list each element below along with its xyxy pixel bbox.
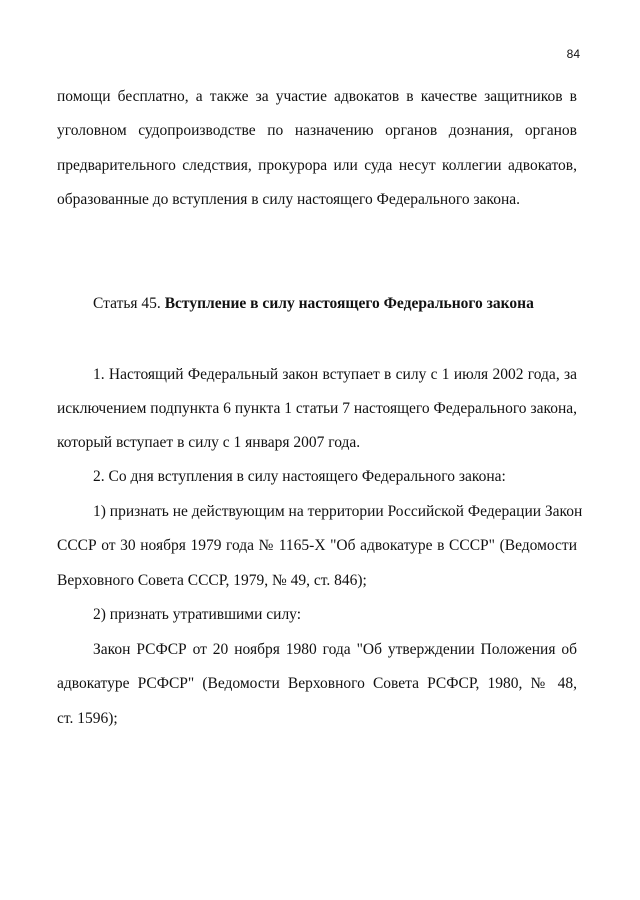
text-line: СССР от 30 ноября 1979 года № 1165-Х "Об адвокатуре в СССР" (Ведомости	[57, 537, 577, 554]
text-line: 1. Настоящий Федеральный закон вступает в силу с 1 июля 2002 года, за	[93, 366, 577, 383]
article-heading	[93, 295, 534, 313]
text-line: который вступает в силу с 1 января 2007 года.	[57, 434, 361, 451]
page-number: 84	[566, 47, 580, 61]
text-line: 1) признать не действующим на территории Российской Федерации Закон	[93, 503, 583, 520]
text-line: Верховного Совета СССР, 1979, № 49, ст. 846);	[57, 572, 367, 589]
article-number: Статья 45.	[93, 295, 165, 312]
text-line: исключением подпункта 6 пункта 1 статьи 7 настоящего Федерального закона,	[57, 400, 577, 417]
text-line: адвокатуре РСФСР" (Ведомости Верховного Совета РСФСР, 1980, № 48,	[57, 675, 577, 692]
text-line: предварительного следствия, прокурора или суда несут коллегии адвокатов,	[57, 157, 577, 174]
text-line: 2. Со дня вступления в силу настоящего Федерального закона:	[93, 468, 506, 485]
text-line: Закон РСФСР от 20 ноября 1980 года "Об утверждении Положения об	[93, 641, 577, 658]
text-line: ст. 1596);	[57, 710, 118, 727]
text-line: помощи бесплатно, а также за участие адвокатов в качестве защитников в	[57, 88, 577, 105]
article-title: Вступление в силу настоящего Федерального закона	[164, 295, 534, 312]
text-line: образованные до вступления в силу настоящего Федерального закона.	[57, 191, 521, 208]
text-line: уголовном судопроизводстве по назначению органов дознания, органов	[57, 122, 577, 139]
text-line: 2) признать утратившими силу:	[93, 606, 302, 623]
